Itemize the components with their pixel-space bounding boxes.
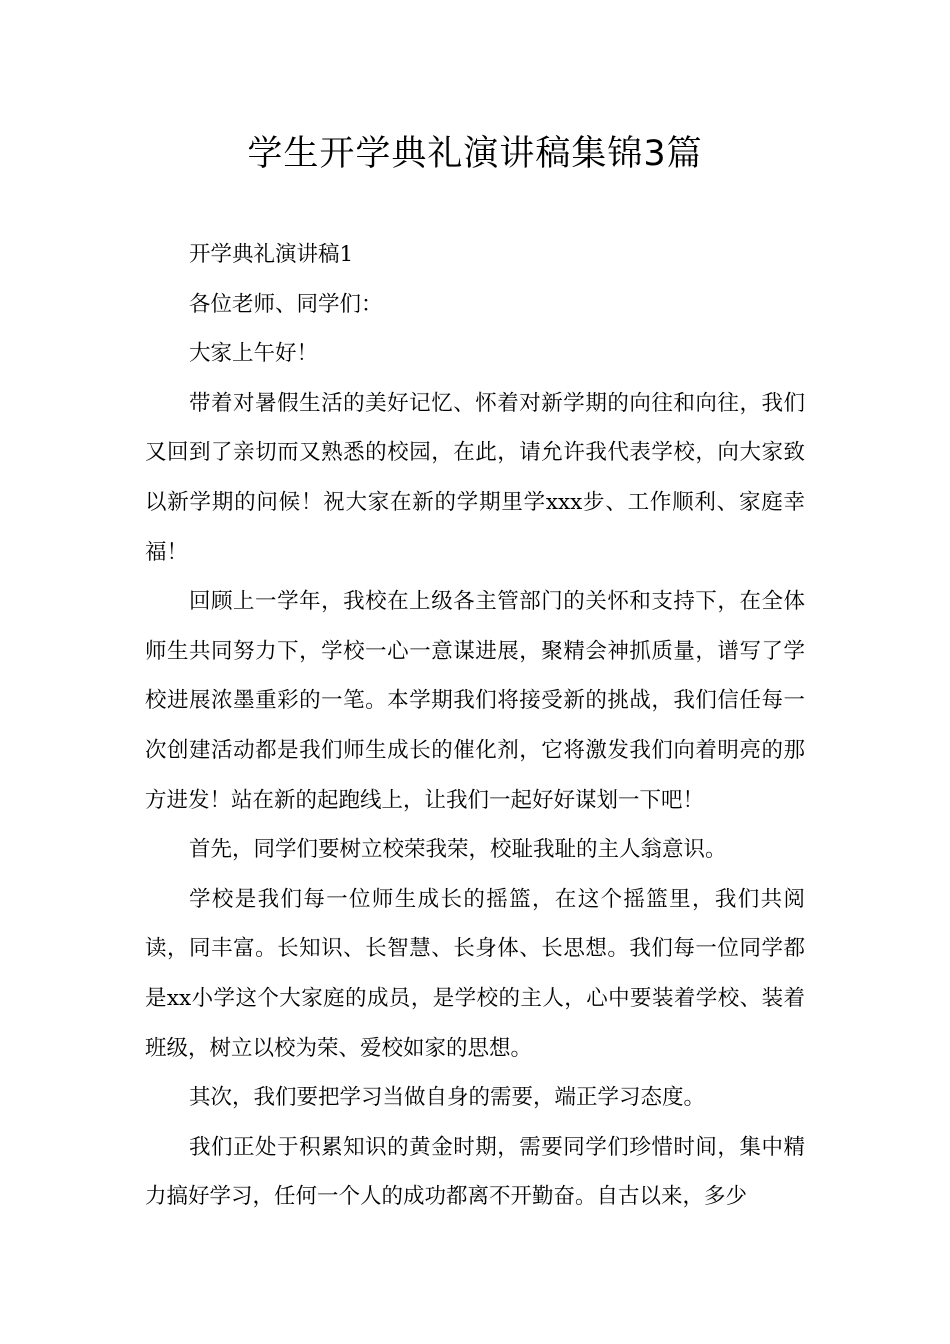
paragraph: 学校是我们每一位师生成长的摇篮，在这个摇篮里，我们共阅读，同丰富。长知识、长智慧、长身体、长思想。我们每一位同学都是xx小学这个大家庭的成员，是学校的主人，心中要装着学校、装着班级，树立以校为荣、爱校如家的思想。 xyxy=(145,886,805,1061)
paragraph-greeting: 大家上午好！ xyxy=(189,341,319,367)
paragraph: 其次，我们要把学习当做自身的需要，端正学习态度。 xyxy=(189,1085,706,1111)
document-body xyxy=(145,230,805,1222)
paragraph-salutation: 各位老师、同学们： xyxy=(189,291,383,317)
paragraph: 带着对暑假生活的美好记忆、怀着对新学期的向往和向往，我们又回到了亲切而又熟悉的校园，在此，请允许我代表学校，向大家致以新学期的问候！祝大家在新的学期里学xxx步、工作顺利、家庭幸福！ xyxy=(145,390,805,565)
paragraph: 回顾上一学年，我校在上级各主管部门的关怀和支持下，在全体师生共同努力下，学校一心一意谋进展，聚精会神抓质量，谱写了学校进展浓墨重彩的一笔。本学期我们将接受新的挑战，我们信任每一次创建活动都是我们师生成长的催化剂，它将激发我们向着明亮的那方进发！站在新的起跑线上，让我们一起好好谋划一下吧！ xyxy=(145,589,805,813)
document-title: 学生开学典礼演讲稿集锦3篇 xyxy=(247,134,703,174)
paragraph-heading: 开学典礼演讲稿1 xyxy=(189,242,354,267)
paragraph: 我们正处于积累知识的黄金时期，需要同学们珍惜时间，集中精力搞好学习，任何一个人的成功都离不开勤奋。自古以来，多少 xyxy=(145,1134,805,1210)
paragraph: 首先，同学们要树立校荣我荣，校耻我耻的主人翁意识。 xyxy=(189,837,727,863)
